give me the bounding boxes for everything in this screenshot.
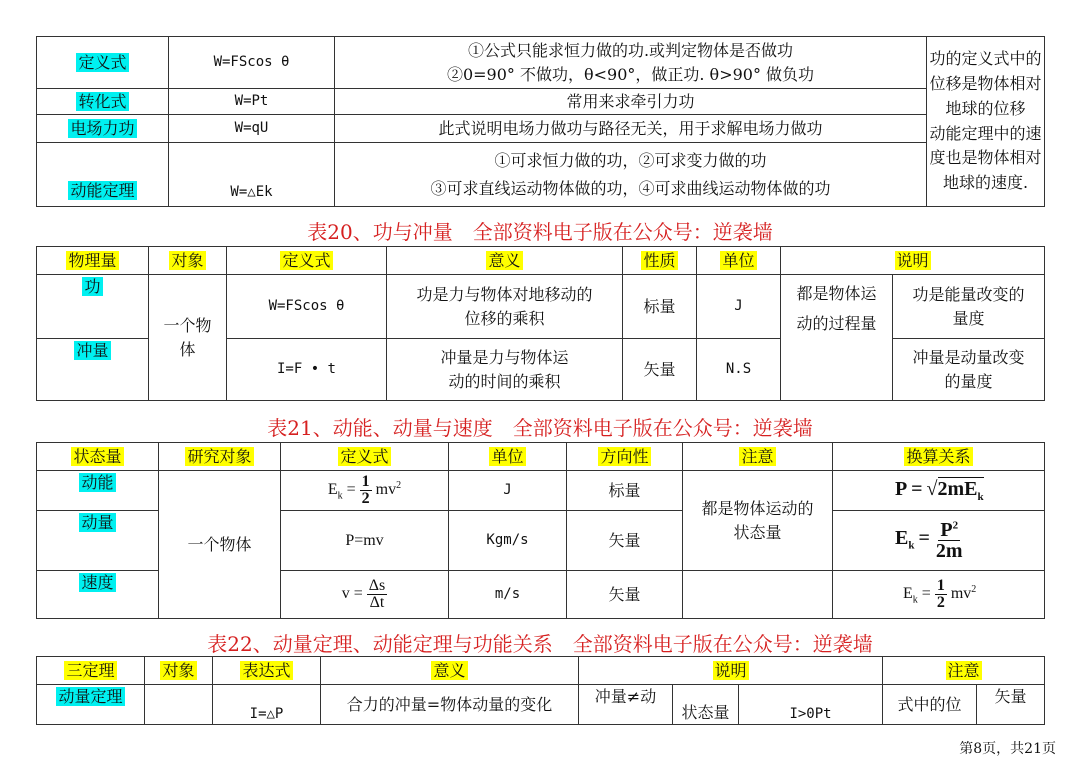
fraction [367,578,388,611]
meaning-cell: 合力的冲量=物体动量的变化 [321,685,579,725]
label-kinetic-energy: 动能 [81,473,114,492]
note-cell [683,471,833,571]
header-cell [213,657,321,685]
label-impulse: 冲量 [76,341,109,360]
relation-lhs: E [903,585,913,603]
note-c4: 式中的位 [883,685,977,725]
header-text: 性质 [643,250,676,270]
unit-cell: J [697,275,781,339]
header-cell [567,443,683,471]
header-cell [579,657,883,685]
header-text: 单位 [491,446,524,466]
direction-cell: 矢量 [567,511,683,571]
label-conversion: 转化式 [78,91,127,111]
formula-lhs: v = [341,585,363,603]
note-line: 地球的速度. [942,173,1029,193]
row-label [37,339,149,401]
denominator: 2 [936,594,945,611]
header-text: 表达式 [242,660,291,680]
header-text: 物理量 [68,250,117,270]
nature-cell: 标量 [623,275,697,339]
header-cell [227,247,387,275]
meaning-cell [387,339,623,401]
row-label [37,685,145,725]
desc-line: ①公式只能求恒力做的功.或判定物体是否做功 [467,41,794,61]
note-line: 都是物体运 [796,284,877,303]
meaning-line: 位移的乘积 [464,308,545,328]
header-text: 方向性 [600,446,649,466]
relation-lhs: E [895,527,909,550]
object-line: 一个物 [163,316,212,336]
row-label [37,571,159,619]
unit-cell: N.S [697,339,781,401]
note-line: 功的定义式中的 [929,49,1042,69]
header-cell [623,247,697,275]
note-line: 动能定理中的速 [929,123,1042,143]
header-text: 换算关系 [906,446,971,466]
header-cell [683,443,833,471]
ke-formula: $E_k$ = $\frac{1}{2}$ $mv^2$ [281,471,449,511]
table-work-formulas [36,36,1045,207]
formula-sub: k [337,490,343,502]
header-text: 状态量 [73,446,122,466]
header-cell [781,247,1045,275]
header-cell [37,247,149,275]
numerator: P [940,519,953,541]
object-cell [145,685,213,725]
header-cell [149,247,227,275]
desc-line: ③可求直线运动物体做的功，④可求曲线运动物体做的功 [430,178,831,198]
desc-cell [335,143,927,207]
header-cell [387,247,623,275]
label-ke-theorem: 动能定理 [70,180,135,200]
label-definition: 定义式 [78,52,127,72]
radicand-text: 2mE [937,478,978,501]
label-work: 功 [84,277,101,296]
formula-cell: W=FScos θ [227,275,387,339]
formula-symbol: E [327,481,338,499]
relation-lhs: P = [895,478,923,501]
denominator: Δt [369,594,385,611]
note-cell-empty [683,571,833,619]
meaning-cell [387,275,623,339]
denominator: 2m [935,540,963,562]
note-cell [927,37,1045,207]
header-cell [281,443,449,471]
fraction [934,520,965,561]
header-cell [159,443,281,471]
row-label [37,115,169,143]
desc-line: ②0=90° 不做功，θ<90°，做正功. θ>90° 做负功 [446,64,815,84]
table-22-title: 表22、动量定理、动能定理与功能关系 全部资料电子版在公众号：逆袭墙 [207,632,873,656]
desc-cell [335,37,927,89]
table-21-title: 表21、动能、动量与速度 全部资料电子版在公众号：逆袭墙 [267,416,813,440]
relation-ek-p [833,511,1045,571]
note-c1: 冲量≠动 [579,685,673,725]
note-line: 状态量 [733,522,782,542]
header-text: 三定理 [66,660,115,680]
denominator: 2 [361,490,370,507]
sqrt-radicand [937,477,984,504]
note-c3: I>0Pt [739,685,883,725]
note-line: 冲量是动量改变 [912,348,1025,368]
table-work-impulse [36,246,1045,401]
radicand-sub: k [977,491,984,504]
direction-cell: 矢量 [567,571,683,619]
header-text: 研究对象 [187,446,252,466]
note-c5: 矢量 [977,685,1045,725]
header-text: 注意 [741,446,774,466]
header-text: 对象 [171,250,204,270]
equals-sign: = [918,527,930,550]
header-cell [833,443,1045,471]
header-cell [883,657,1045,685]
momentum-formula: P=mv [281,511,449,571]
formula-cell: W=qU [169,115,335,143]
row-label [37,143,169,207]
header-text: 定义式 [282,250,331,270]
header-text: 说明 [714,660,747,680]
direction-cell: 标量 [567,471,683,511]
note-line: 度也是物体相对 [929,148,1042,168]
label-momentum-theorem: 动量定理 [58,687,123,706]
label-velocity: 速度 [81,573,114,592]
note-line: 动的过程量 [796,313,877,333]
note-line: 位移是物体相对 [929,73,1042,93]
row-label [37,37,169,89]
page-number: 第8页，共21页 [959,741,1056,757]
note-line: 地球的位移 [945,98,1026,118]
header-text: 说明 [896,250,929,270]
unit-cell: J [449,471,567,511]
meaning-line: 冲量是力与物体运 [440,348,569,368]
formula-cell: W=FScos θ [169,37,335,89]
row-label [37,471,159,511]
common-note-cell [781,275,893,401]
object-line: 体 [179,339,196,359]
header-text: 单位 [722,250,755,270]
relation-sub: k [912,594,918,606]
numerator: 1 [936,577,945,594]
relation-ek-v [833,571,1045,619]
meaning-line: 功是力与物体对地移动的 [416,285,593,305]
velocity-formula [281,571,449,619]
object-cell: 一个物体 [159,471,281,619]
formula-cell: W=Pt [169,89,335,115]
header-cell [697,247,781,275]
fraction [935,578,947,611]
header-text: 注意 [947,660,980,680]
formula-sup: 2 [396,479,402,491]
meaning-line: 动的时间的乘积 [448,371,561,391]
header-cell [37,657,145,685]
equals-sign: = [921,585,931,603]
table-20-title: 表20、功与冲量 全部资料电子版在公众号：逆袭墙 [307,220,773,244]
desc-line: ①可求恒力做的功，②可求变力做的功 [494,151,767,171]
formula-cell: I=F • t [227,339,387,401]
header-cell [37,443,159,471]
formula-term: mv [375,481,397,499]
sqrt-sign: √ [926,478,938,501]
relation-sub: k [908,539,915,552]
note-cell [893,339,1045,401]
header-text: 对象 [162,660,195,680]
table-three-theorems [36,656,1045,725]
note-cell [893,275,1045,339]
note-line: 都是物体运动的 [701,499,814,519]
header-cell [321,657,579,685]
header-text: 意义 [488,250,521,270]
object-cell [149,275,227,401]
header-cell [449,443,567,471]
label-momentum: 动量 [81,513,114,532]
numerator-sup: 2 [952,519,959,532]
formula-cell: W=△Ek [169,143,335,207]
unit-cell: m/s [449,571,567,619]
formula-term: mv [950,585,972,603]
label-electric-work: 电场力功 [70,118,135,138]
unit-cell: Kgm/s [449,511,567,571]
header-text: 定义式 [340,446,389,466]
note-line: 的量度 [944,371,993,391]
desc-cell: 此式说明电场力做功与路径无关，用于求解电场力做功 [335,115,927,143]
row-label [37,275,149,339]
note-c2: 状态量 [673,685,739,725]
header-text: 意义 [433,660,466,680]
table-ke-momentum-velocity [36,442,1045,619]
note-line: 功是能量改变的 [912,285,1025,305]
header-cell [145,657,213,685]
note-line: 量度 [952,308,985,328]
formula-cell: I=△P [213,685,321,725]
numerator: 1 [361,473,370,490]
row-label [37,511,159,571]
row-label [37,89,169,115]
formula-sup: 2 [971,583,977,595]
nature-cell: 矢量 [623,339,697,401]
relation-p [833,471,1045,511]
numerator: Δs [368,577,386,594]
desc-cell: 常用来求牵引力功 [335,89,927,115]
fraction [360,474,372,507]
